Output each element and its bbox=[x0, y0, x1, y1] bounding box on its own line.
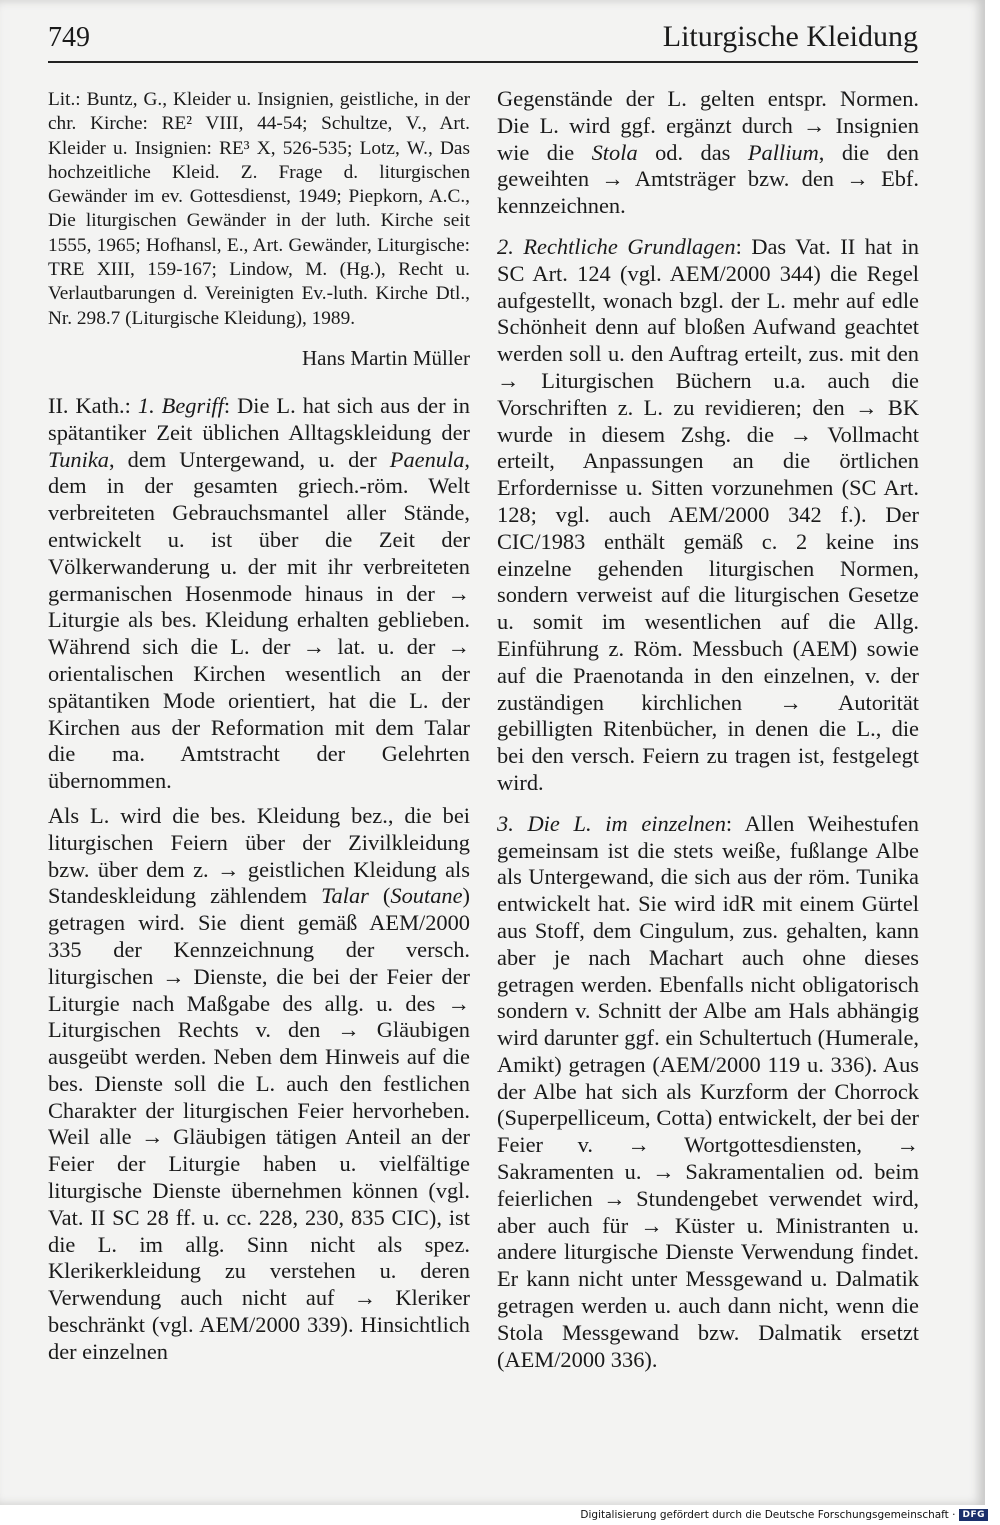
term-pallium: Pallium bbox=[747, 139, 819, 165]
running-title: Liturgische Kleidung bbox=[662, 20, 918, 53]
definition-paragraph: Als L. wird die bes. Kleidung bez., die bei liturgischen Feiern über der Zivilkleidung bzw. über dem z. → geistlichen Kleidung als Standeskleidung zählendem Talar (Soutane) getragen wird. Sie dient gemäß AEM/2000 335 der Kennzeichnung der versch. liturgischen → Dienste, die bei der Feier der Liturgie nach Maßgabe des allg. u. des → Liturgischen Rechts v. den → Gläubigen ausgeübt werden. Neben dem Hinweis auf die bes. Dienste soll die L. auch den festlichen Charakter der liturgischen Feier hervorheben. Weil alle → Gläubigen tätigen Anteil an der Feier der Liturgie haben u. vielfältige liturgische Dienste übernehmen können (vgl. Vat. II SC 28 ff. u. cc. 228, 230, 835 CIC), ist die L. im allg. Sinn nicht als spez. Klerikerkleidung zu verstehen u. deren Verwendung auch nicht auf → Kleriker beschränkt (vgl. AEM/2000 339). Hinsichtlich der einzelnen bbox=[48, 802, 470, 1364]
digitization-footer bbox=[580, 1509, 988, 1521]
literature-references: Lit.: Buntz, G., Kleider u. Insignien, geistliche, in der chr. Kirche: RE² VIII, 44-54; Schultze, V., Art. Kleider u. Insignien: RE³ X, 526-535; Lotz, W., Das hochzeitliche Kleid. Z. Frage d. liturgischen Gewänder im ev. Gottesdienst, 1949; Piepkorn, A.C., Die liturgischen Gewänder in der luth. Kirche seit 1555, 1965; Hofhansl, E., Art. Gewänder, Liturgische: TRE XIII, 159-167; Lindow, M. (Hg.), Recht u. Verlautbarungen d. Vereinigten Ev.-luth. Kirche Dtl., Nr. 298.7 (Liturgische Kleidung), 1989. bbox=[48, 89, 470, 329]
section-kath-lead: II. Kath.: bbox=[48, 392, 138, 418]
section-heading-begriff: 1. Begriff bbox=[137, 392, 224, 418]
section-kath-paragraph: II. Kath.: 1. Begriff: Die L. hat sich aus der in spätantiker Zeit üblichen Alltagskleidung der Tunika, dem Untergewand, u. der Paenula, dem in der gesamten griech.-röm. Welt verbreiteten Gebrauchsmantel aller Stände, entwickelt u. ist über die Zeit der Völkerwanderung u. der mit ihr verbreiteten germanischen Hosenmode hinaus in der → Liturgie als bes. Kleidung erhalten geblieben. Während sich die L. der → lat. u. der → orientalischen Kirchen wesentlich an der spätantiken Mode orientiert, hat die L. der Kirchen aus der Reformation mit dem Talar die ma. Amtstracht der Gelehrten übernommen. bbox=[48, 392, 470, 794]
continuation-paragraph: Gegenstände der L. gelten entspr. Normen. Die L. wird ggf. ergänzt durch → Insignien wie die Stola od. das Pallium, die den geweihten → Amtsträger bzw. den → Ebf. kennzeichnen. bbox=[497, 86, 919, 219]
author-signature: Hans Martin Müller bbox=[302, 345, 470, 370]
term-stola: Stola bbox=[591, 139, 638, 165]
right-column bbox=[497, 88, 919, 1373]
term-soutane: Soutane bbox=[390, 883, 463, 909]
left-column bbox=[48, 88, 470, 1366]
term-paenula: Paenula bbox=[389, 446, 465, 472]
funding-note: Digitalisierung gefördert durch die Deutsche Forschungsgemeinschaft · bbox=[580, 1509, 956, 1521]
legal-basis-paragraph: 2. Rechtliche Grundlagen: Das Vat. II hat in SC Art. 124 (vgl. AEM/2000 344) die Regel aufgestellt, wonach bzgl. der L. mehr auf edle Schönheit denn auf bloßen Aufwand geachtet werden soll u. den Auftrag erteilt, zus. mit den → Liturgischen Büchern u.a. auch die Vorschriften z. L. zu revidieren; den → BK wurde in diesem Zshg. die → Vollmacht erteilt, Anpassungen an die örtlichen Erfordernisse u. Sitten vorzunehmen (SC Art. 128; vgl. auch AEM/2000 342 f.). Der CIC/1983 enthält gemäß c. 2 keine ins einzelne gehenden liturgischen Normen, sondern verweist auf die liturgischen Gesetze u. somit im wesentlichen auf die Allg. Einführung z. Röm. Messbuch (AEM) sowie auf die Praenotanda in den einzelnen, v. der zuständigen kirchlichen → Autorität gebilligten Ritenbücher, in denen die L., die bei den versch. Feiern zu tragen ist, festgelegt wird. bbox=[497, 233, 919, 795]
header-rule bbox=[48, 61, 918, 63]
page-header bbox=[48, 18, 918, 58]
dfg-logo: DFG bbox=[959, 1509, 988, 1521]
section-heading-im-einzelnen: 3. Die L. im einzelnen bbox=[497, 810, 726, 836]
section-heading-rechtliche-grundlagen: 2. Rechtliche Grundlagen bbox=[497, 233, 736, 259]
details-paragraph: 3. Die L. im einzelnen: Allen Weihestufen gemeinsam ist die stets weiße, fußlange Albe als Untergewand, die sich aus der röm. Tunika entwickelt hat. Sie wird idR mit einem Gürtel aus Stoff, dem Cingulum, zus. gehalten, kann aber je nach Machart auch ohne dieses getragen werden. Ebenfalls nicht obligatorisch sondern v. Schnitt der Albe am Hals abhängig wird darunter ggf. ein Schultertuch (Humerale, Amikt) getragen (AEM/2000 119 u. 336). Aus der Albe hat sich als Kurzform der Chorrock (Superpelliceum, Cotta) entwickelt, der bei der Feier v. → Wortgottesdiensten, → Sakramenten u. → Sakramentalien od. beim feierlichen → Stundengebet verwendet wird, aber auch für → Küster u. Ministranten u. andere liturgische Dienste Verwendung findet. Er kann nicht unter Messgewand u. Dalmatik getragen werden u. auch dann nicht, wenn die Stola Messgewand bzw. Dalmatik ersetzt (AEM/2000 336). bbox=[497, 810, 919, 1372]
term-tunika: Tunika bbox=[48, 446, 109, 472]
term-talar: Talar bbox=[321, 883, 369, 909]
page-number: 749 bbox=[48, 22, 90, 53]
